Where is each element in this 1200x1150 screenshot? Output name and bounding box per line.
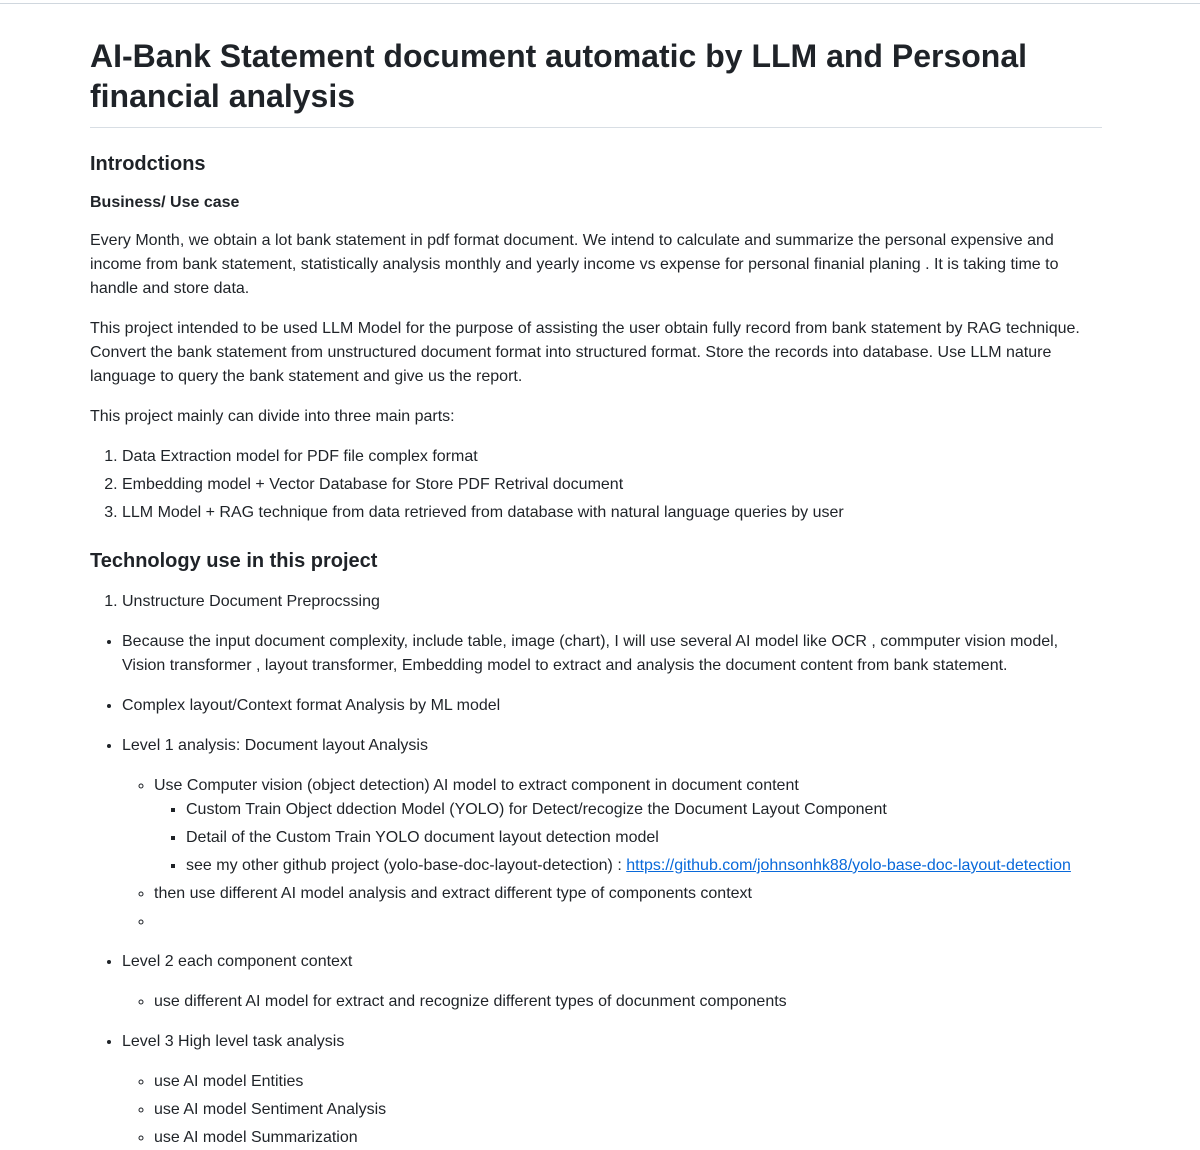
intro-heading: Introdctions <box>90 153 206 175</box>
list-item: 1. Unstructure Document Preprocssing <box>122 590 1102 614</box>
intro-paragraph-1: Every Month, we obtain a lot bank statement in pdf format document. We intend to calculate and summarize the personal expensive and income from bank statement, statistically analysis monthly and yearly income vs expense for personal finanial planing . It is taking time to handle and store data. <box>90 232 1059 297</box>
list-item: ▪ Custom Train Object ddection Model (YOLO) for Detect/recogize the Document Layout Component <box>186 798 1102 822</box>
list-item: ◦ use different AI model for extract and recognize different types of docunment components <box>154 990 1102 1014</box>
main-parts-list <box>90 445 1102 525</box>
level1-sub-list <box>122 774 1102 934</box>
intro-paragraph-2: This project intended to be used LLM Model for the purpose of assisting the user obtain fully record from bank statement by RAG technique. Convert the bank statement from unstructured document format into structured format. Store the records into database. Use LLM nature language to query the bank statement and give us the report. <box>90 320 1080 385</box>
list-item <box>154 774 1102 878</box>
level1-detail-list <box>154 798 1102 878</box>
list-item <box>186 854 1102 878</box>
readme-article <box>90 36 1102 1150</box>
tech-bullet-list <box>90 630 1102 1150</box>
intro-paragraph-3: This project mainly can divide into three main parts: <box>90 408 455 425</box>
list-item <box>122 1030 1102 1150</box>
list-item: ◦ use AI model Summarization <box>154 1126 1102 1150</box>
link-prefix: see my other github project (yolo-base-doc-layout-detection) : <box>186 857 627 874</box>
top-divider <box>0 3 1200 4</box>
list-item: 3. LLM Model + RAG technique from data retrieved from database with natural language queries by user <box>122 501 1102 525</box>
list-item: ▪ Detail of the Custom Train YOLO document layout detection model <box>186 826 1102 850</box>
level2-sub-list <box>122 990 1102 1014</box>
list-item-label: Use Computer vision (object detection) AI model to extract component in document content <box>154 777 799 794</box>
list-item-label: Level 1 analysis: Document layout Analysis <box>122 737 428 754</box>
list-item: ◦ use AI model Sentiment Analysis <box>154 1098 1102 1122</box>
list-item: 1. Data Extraction model for PDF file complex format <box>122 445 1102 469</box>
level3-sub-list <box>122 1070 1102 1150</box>
empty-list-item <box>154 910 1102 934</box>
tech-ordered-list <box>90 590 1102 614</box>
technology-heading: Technology use in this project <box>90 550 378 572</box>
github-project-link[interactable]: https://github.com/johnsonhk88/yolo-base-doc-layout-detection <box>626 857 1071 874</box>
use-case-heading: Business/ Use case <box>90 194 240 211</box>
list-item: ◦ then use different AI model analysis and extract different type of components context <box>154 882 1102 906</box>
list-item: ◦ use AI model Entities <box>154 1070 1102 1094</box>
list-item: • Because the input document complexity, include table, image (chart), I will use several AI model like OCR , commputer vision model, Vision transformer , layout transformer, Embedding model to extract and analysis the document content from bank statement. <box>122 630 1102 678</box>
list-item: • Complex layout/Context format Analysis by ML model <box>122 694 1102 718</box>
list-item <box>122 734 1102 934</box>
page-title: AI-Bank Statement document automatic by LLM and Personal financial analysis <box>90 36 1102 128</box>
list-item: 2. Embedding model + Vector Database for Store PDF Retrival document <box>122 473 1102 497</box>
list-item-label: Level 3 High level task analysis <box>122 1033 345 1050</box>
list-item <box>122 950 1102 1014</box>
list-item-label: Level 2 each component context <box>122 953 353 970</box>
